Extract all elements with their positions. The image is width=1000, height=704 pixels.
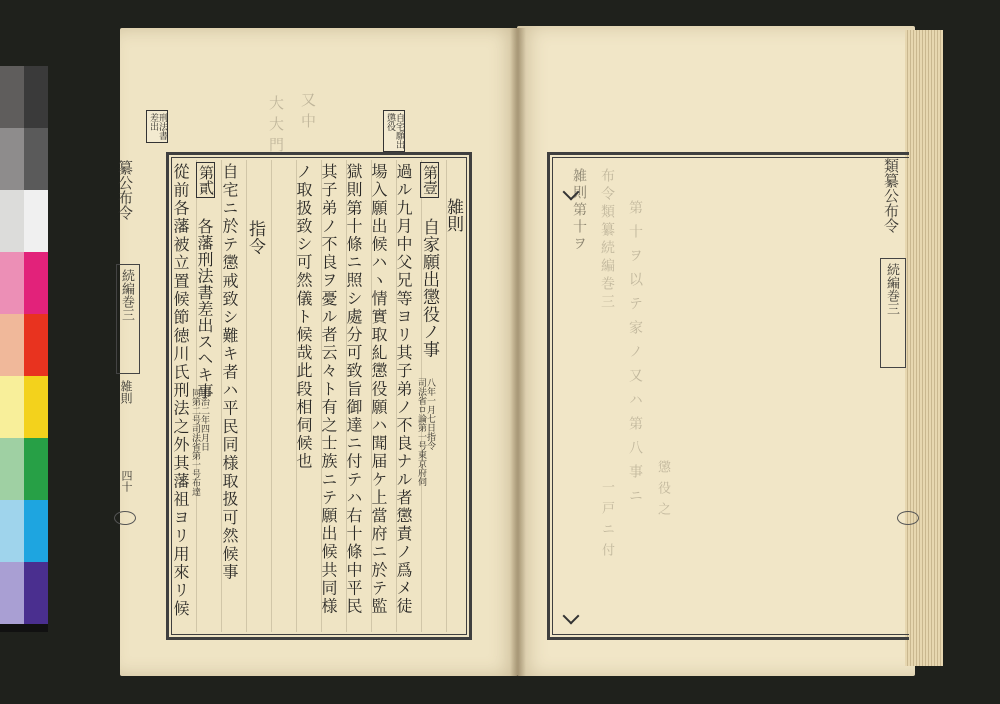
bleed-through-line-5: 懲役之 [655,460,670,523]
swatch-gray-1 [0,66,24,128]
bleed-through-line-4: 一戸ニ付 [599,480,614,564]
article-1-note: 八年一月七日指令 司法省ロ論第一号東京府伺 [416,378,435,486]
fishtail-mark [114,511,136,525]
swatch-pink [0,252,24,314]
article-1-line-5: ノ取扱致シ可然儀ト候哉此段相伺候也 [294,163,313,471]
swatch-magenta [24,252,48,314]
directive-label: 指令 [245,220,265,255]
swatch-light-green [0,438,24,500]
bleed-through-line-3: 第十ヲ以テ家ノ又ハ第八事ニ [627,200,643,512]
margin-volume-box [116,264,140,374]
article-1-line-2: 場入願出候ハヽ情實取糺懲役願ハ聞届ケ上當府ニ於テ監 [369,163,388,616]
article-1-label: 第壹 [420,162,439,198]
article-2-label: 第貳 [196,162,215,198]
swatch-lavender [0,562,24,624]
fishtail-mark [897,511,919,525]
color-calibration-card [0,66,48,632]
bleed-through-line-1: 雑則第十ヲ [571,168,587,253]
section-title: 雑則 [443,198,463,232]
header-slip-home-petition: 自宅願出 懲役 [383,110,405,152]
margin-collection-title: 纂公布令 [116,160,134,220]
article-1-title: 自家願出懲役ノ事 [419,218,439,358]
swatch-gray-4 [24,128,48,190]
swatch-violet [24,562,48,624]
bleed-through-text: 大大門 [267,95,285,158]
swatch-white-2 [24,190,48,252]
swatch-cyan [24,500,48,562]
article-2-note: 明治二年四月日 同第二号司法省第一号布達 [190,388,209,496]
swatch-yellow [24,376,48,438]
margin-volume-label: 続編巻三 [119,269,134,321]
right-page-volume-label: 続編巻三 [884,263,899,315]
right-page-volume-box [880,258,906,368]
right-page-collection-title: 類纂公布令 [882,158,900,233]
page-block-edge [905,30,943,666]
swatch-peach [0,314,24,376]
bleed-through-text: 又中 [299,92,317,134]
swatch-light-yellow [0,376,24,438]
directive-text: 自宅ニ於テ懲戒致シ難キ者ハ平民同様取扱可然候事 [220,163,239,582]
spine-gutter [510,28,526,676]
swatch-gray-2 [24,66,48,128]
margin-section-label: 雑則 [119,380,133,404]
swatch-light-cyan [0,500,24,562]
article-1-line-1: 過ル九月中父兄等ヨリ其子弟ノ不良ナル者懲責ノ爲メ徒 [394,163,413,616]
article-2-line-1: 從前各藩被立置候節徳川氏刑法之外其藩祖ヨリ用來リ候 [171,163,190,618]
swatch-gray-3 [0,128,24,190]
header-slip-criminal-law: 刑法書 差出 [146,110,168,143]
article-1-line-3: 獄則第十條ニ照シ處分可致旨御達ニ付テハ右十條中平民 [344,163,363,616]
article-2-title: 各藩刑法書差出スヘキ事 [195,218,214,400]
swatch-red [24,314,48,376]
bleed-through-line-2: 布令類纂続編巻三 [599,168,615,312]
swatch-green [24,438,48,500]
folio-number: 四十 [120,470,133,492]
swatch-white-1 [0,190,24,252]
article-1-line-4: 其子弟ノ不良ヲ憂ル者云々ト有之士族ニテ願出候共同様 [319,163,338,616]
